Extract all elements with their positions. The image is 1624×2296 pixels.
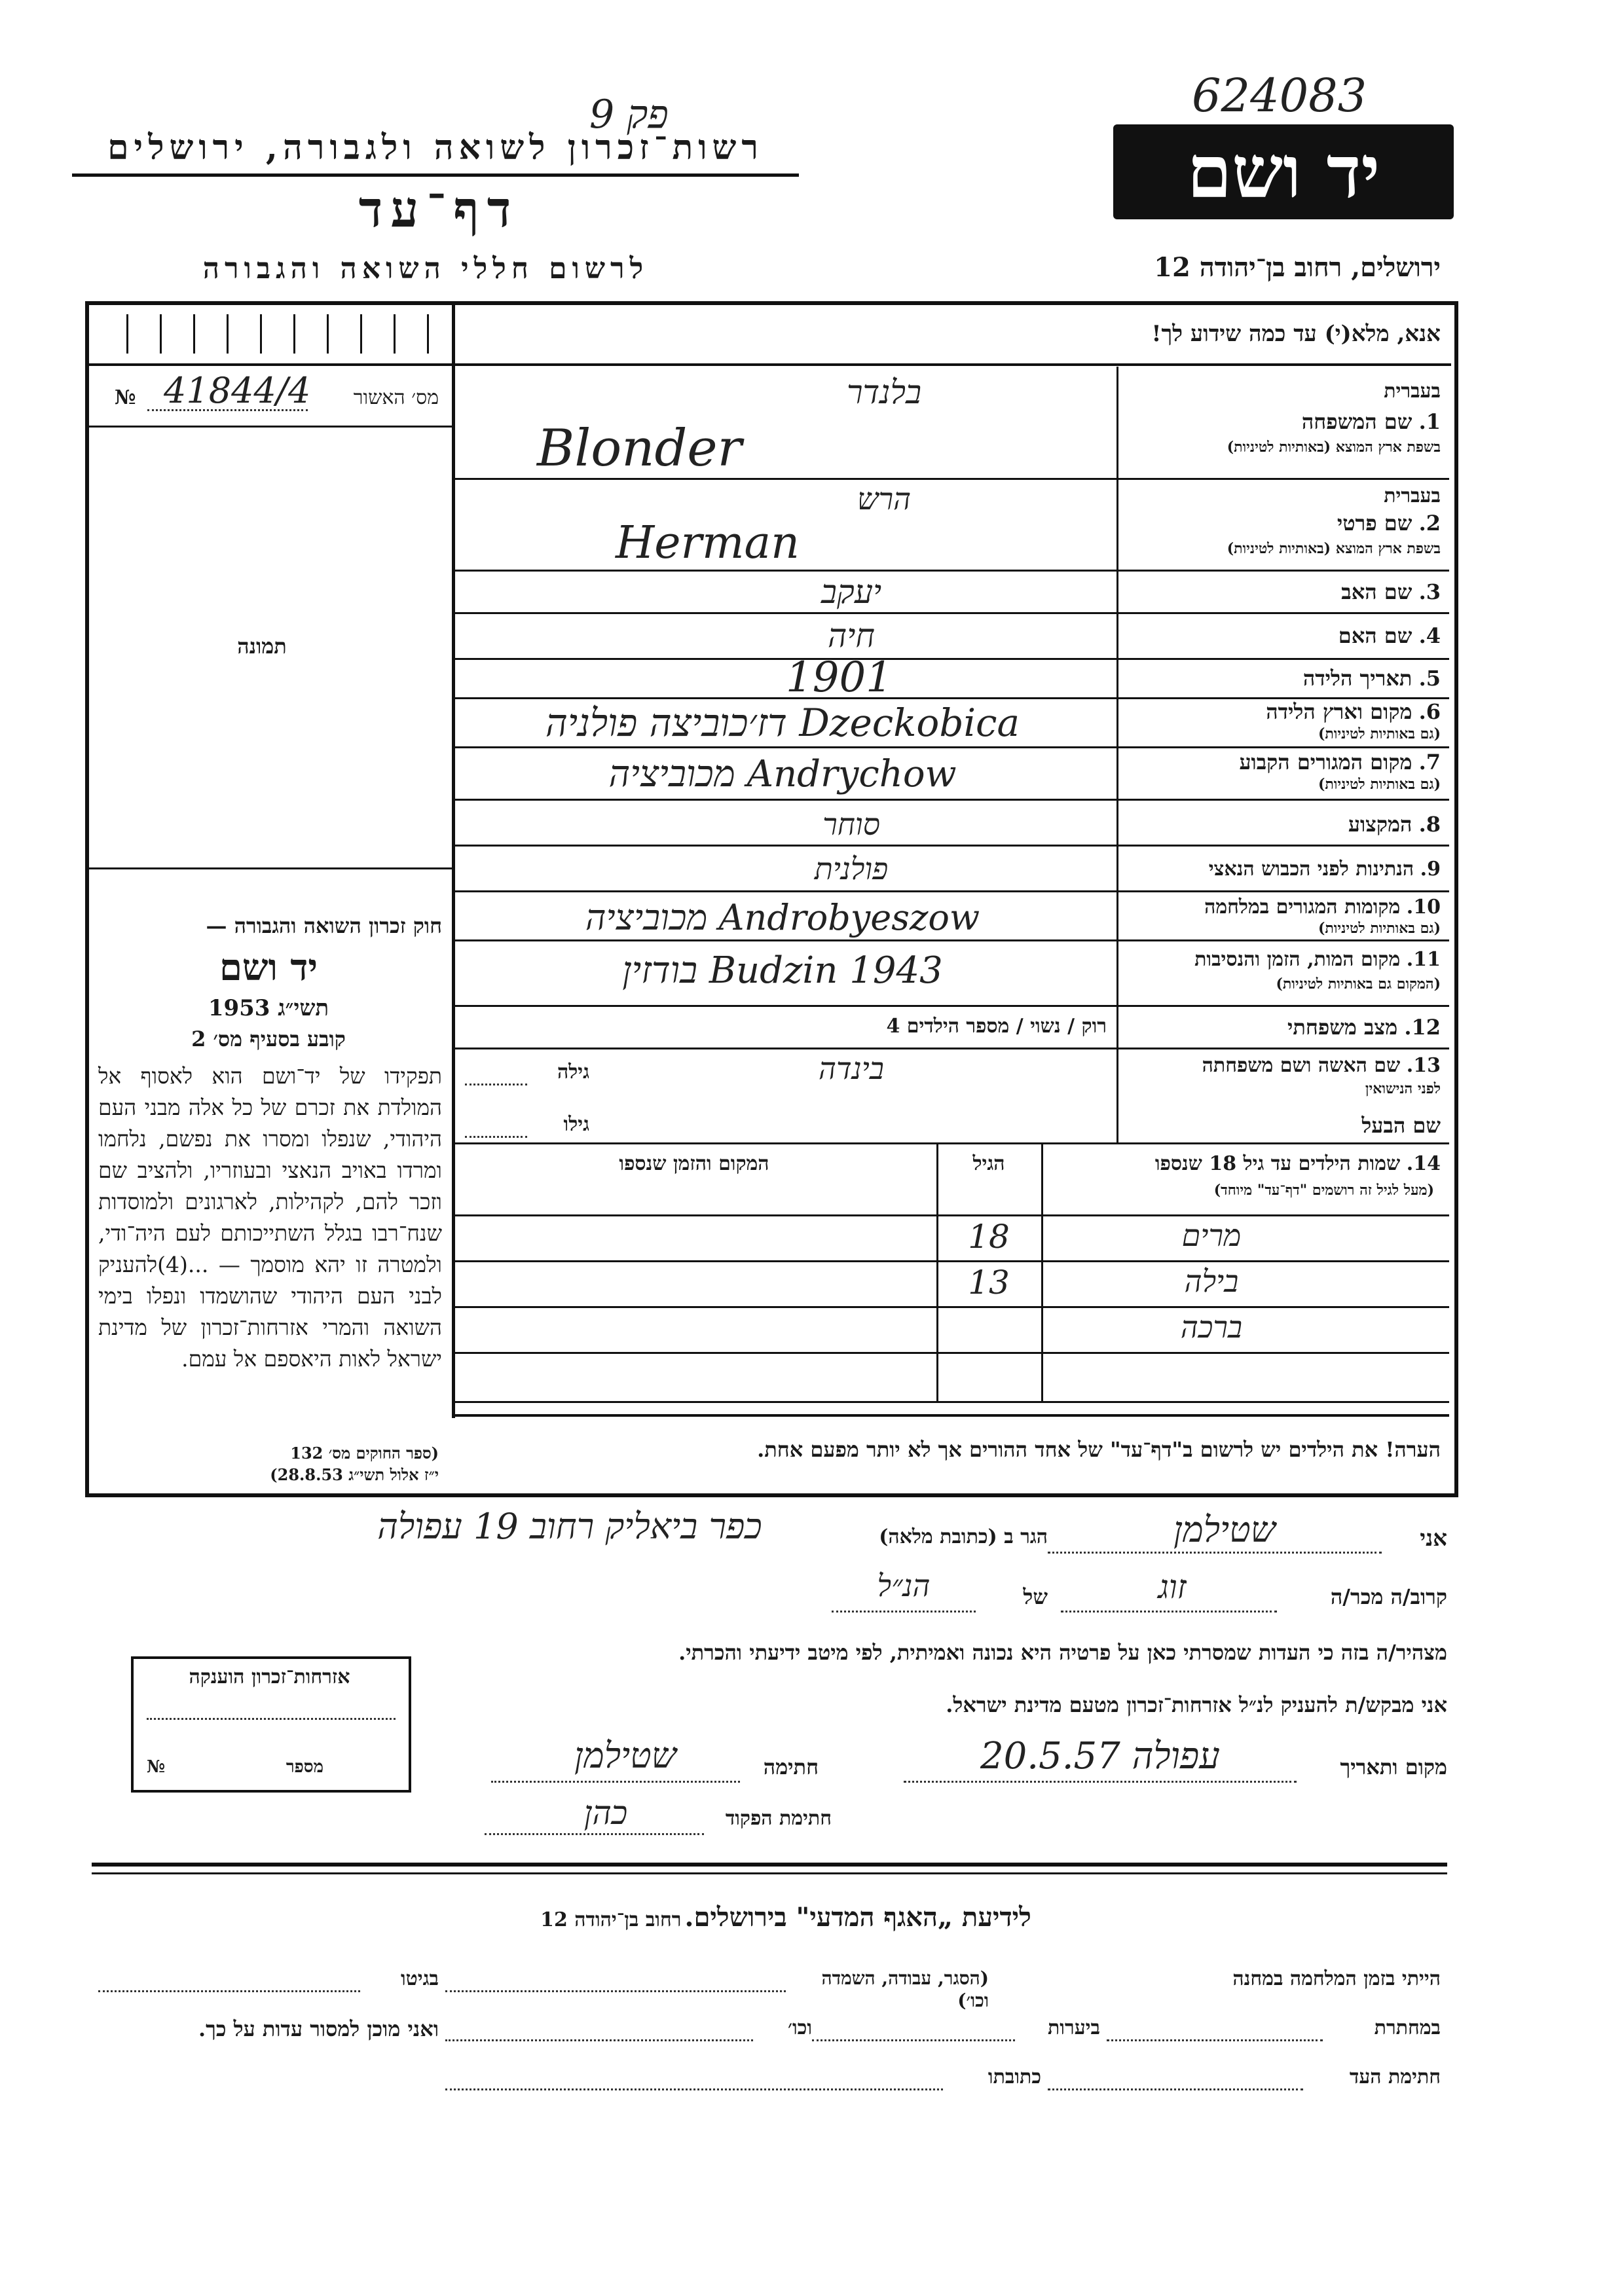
law-ref-2: י״ז אלול תשי״ג 28.8.53) bbox=[270, 1465, 439, 1484]
left-column-divider bbox=[452, 305, 455, 1418]
footer-line-1a: הייתי בזמן המלחמה במחנה bbox=[1232, 1967, 1441, 1990]
law-year: תשי״ג 1953 bbox=[208, 995, 329, 1021]
field-13-label: 13. שם האשה ושם משפחתה bbox=[1202, 1054, 1441, 1077]
field-10-value: Androbyeszow מכוביציה bbox=[585, 897, 980, 938]
decl-relation: זוג bbox=[1158, 1568, 1187, 1606]
footer-witness-address-dots bbox=[445, 2088, 943, 2090]
field-1-label: 1. שם המשפחה bbox=[1301, 409, 1441, 434]
husband-age-label: גילו bbox=[563, 1113, 589, 1136]
child-2-name: בילה bbox=[1184, 1264, 1239, 1299]
row-rule-2 bbox=[454, 570, 1449, 572]
footer-underground-dots bbox=[1107, 2039, 1323, 2041]
field-1-lang: בעברית bbox=[1384, 380, 1441, 403]
children-row-rule-1 bbox=[454, 1260, 1449, 1262]
law-title: חוק זכרון השואה והגבורה — bbox=[206, 913, 442, 938]
handwritten-archive-number: 624083 bbox=[1192, 69, 1367, 122]
field-10-label: 10. מקומות המגורים במלחמה bbox=[1204, 896, 1441, 919]
footer-ghetto-dots bbox=[98, 1990, 360, 1992]
authority-name: רשות־זכרון לשואה ולגבורה, ירושלים bbox=[107, 128, 764, 168]
field-2-value-latin: Herman bbox=[616, 517, 800, 569]
field-1-sub: בשפת ארץ המוצא (באותיות לטיניות) bbox=[1227, 439, 1441, 456]
field-7-sub: (גם באותיות לטיניות) bbox=[1318, 776, 1441, 793]
header-rule bbox=[72, 173, 799, 177]
decl-official-dots bbox=[485, 1833, 704, 1835]
approval-label: מס׳ האשור bbox=[353, 386, 439, 409]
field-2-lang: בעברית bbox=[1384, 484, 1441, 507]
field-11-sub: (המקום גם באותיות לטיניות) bbox=[1276, 975, 1441, 993]
field-1-value-latin: Blonder bbox=[537, 419, 742, 478]
header-address: ירושלים, רחוב בן־יהודה 12 bbox=[1154, 252, 1441, 283]
field-8-label: 8. המקצוע bbox=[1348, 812, 1441, 837]
field-9-value: פולנית bbox=[814, 851, 889, 886]
footer-line-1c: בגיטו bbox=[400, 1967, 439, 1990]
decl-official: כהן bbox=[583, 1794, 628, 1832]
row-rule-13 bbox=[454, 1142, 1449, 1144]
children-row-rule-4 bbox=[454, 1401, 1449, 1403]
footer-line-1b: (הסגר, עבודה, השמדה וכו׳) bbox=[821, 1967, 989, 2011]
decl-signature-label: חתימה bbox=[763, 1755, 819, 1779]
footer-forests-dots bbox=[812, 2039, 1015, 2041]
citizenship-box bbox=[131, 1656, 411, 1793]
field-12-value: רוק / נשוי / מספר הילדים 4 bbox=[886, 1015, 1107, 1038]
field-2-sub: בשפת ארץ המוצא (באותיות לטיניות) bbox=[1227, 540, 1441, 557]
field-6-value: Dzeckobica דז׳כוביצה פולניה bbox=[545, 701, 1020, 745]
child-1-name: מרים bbox=[1181, 1218, 1242, 1253]
field-7-label: 7. מקום המגורים הקבוע bbox=[1239, 750, 1441, 774]
decl-of: של bbox=[1023, 1584, 1048, 1609]
husband-age-dots bbox=[465, 1136, 527, 1138]
citizenship-title: אזרחות־זכרון הוענקה bbox=[189, 1666, 350, 1688]
row-rule-4 bbox=[454, 658, 1449, 660]
decl-place-date-label: מקום ותאריך bbox=[1340, 1755, 1447, 1779]
form-subtitle: לרשום חללי השואה והגבורה bbox=[202, 252, 649, 285]
decl-name-dots bbox=[1048, 1552, 1382, 1554]
row-rule-7 bbox=[454, 799, 1449, 801]
instructions-rule bbox=[89, 363, 1451, 366]
law-ref-1: (ספר החוקים מס׳ 132 bbox=[290, 1444, 439, 1463]
wife-age-dots bbox=[465, 1084, 527, 1085]
field-6-sub: (גם באותיות לטיניות) bbox=[1318, 725, 1441, 742]
footer-line-3b: כתובתו bbox=[987, 2066, 1041, 2088]
field-5-value: 1901 bbox=[786, 653, 893, 702]
children-header-rule bbox=[454, 1214, 1449, 1216]
footer-title: לידיעת „האגף המדעי" בירושלים. רחוב בן־יהודה 12 bbox=[540, 1902, 1031, 1933]
children-row-rule-2 bbox=[454, 1306, 1449, 1308]
field-9-label: 9. הנתינות לפני הכבוש הנאצי bbox=[1208, 858, 1441, 881]
footer-etc-dots bbox=[445, 2039, 753, 2041]
decl-relation-dots bbox=[1061, 1611, 1277, 1613]
decl-i: אני bbox=[1420, 1525, 1447, 1552]
note-text: הערה! את הילדים יש לרשום ב"דף־עד" של אחד ההורים אך לא יותר מפעם אחת. bbox=[757, 1437, 1441, 1462]
field-10-sub: (גם באותיות לטיניות) bbox=[1318, 920, 1441, 937]
child-1-age: 18 bbox=[968, 1218, 1010, 1256]
approval-dotted-line bbox=[147, 409, 308, 411]
field-2-label: 2. שם פרטי bbox=[1337, 511, 1441, 536]
tick-boxes bbox=[95, 314, 442, 354]
field-13-age-label: גילה bbox=[557, 1061, 589, 1084]
field-4-label: 4. שם האם bbox=[1338, 623, 1441, 648]
note-rule bbox=[454, 1414, 1449, 1417]
row-rule-6 bbox=[454, 746, 1449, 748]
children-col-age: הגיל bbox=[972, 1152, 1005, 1175]
decl-relation-of: הנ״ל bbox=[877, 1568, 931, 1603]
row-rule-3 bbox=[454, 612, 1449, 614]
handwritten-file-ref: פק 9 bbox=[589, 92, 669, 137]
field-3-value: יעקב bbox=[821, 573, 882, 611]
field-13-sub: לפני הנישואין bbox=[1365, 1080, 1441, 1097]
field-11-value: Budzin 1943 בודזין bbox=[622, 949, 943, 992]
footer-line-2a: במחתרת bbox=[1374, 2016, 1441, 2039]
children-col-divider-1 bbox=[1041, 1142, 1043, 1401]
field-13-value: בינדה bbox=[819, 1051, 884, 1086]
field-7-value: Andrychow מכוביציה bbox=[608, 753, 957, 795]
decl-affirm: מצהיר/ה בזה כי העדות שמסרתי כאן על פרטיה היא נכונה ואמיתית, לפי מיטב ידיעתי והכרתי. bbox=[678, 1640, 1447, 1665]
child-3-name: ברכה bbox=[1180, 1309, 1243, 1345]
row-rule-9 bbox=[454, 890, 1449, 892]
approval-rule bbox=[89, 426, 452, 428]
law-org: יד ושם bbox=[219, 946, 318, 989]
row-rule-12 bbox=[454, 1048, 1449, 1049]
field-4-value: חיה bbox=[828, 617, 875, 655]
footer-line-2d: ואני מוכן למסור עדות על כך. bbox=[198, 2016, 439, 2041]
approval-number-prefix: № bbox=[115, 386, 136, 409]
approval-number: 41844/4 bbox=[164, 370, 311, 411]
decl-request: אני מבקש/ת להעניק לנ״ל אזרחות־זכרון מטעם מדינת ישראל. bbox=[946, 1692, 1447, 1717]
child-2-age: 13 bbox=[968, 1264, 1010, 1302]
label-column-divider bbox=[1116, 367, 1118, 1142]
husband-label: שם הבעל bbox=[1361, 1113, 1441, 1138]
row-rule-10 bbox=[454, 939, 1449, 941]
footer-rule-2 bbox=[92, 1872, 1447, 1874]
decl-name: שטילמן bbox=[1173, 1509, 1276, 1550]
field-8-value: סוחר bbox=[822, 807, 880, 842]
footer-witness-sign-dots bbox=[1048, 2088, 1303, 2090]
row-rule-8 bbox=[454, 845, 1449, 847]
form-title: דף־עד bbox=[358, 180, 519, 238]
law-section: קובע בסעיף מס׳ 2 bbox=[191, 1027, 346, 1051]
field-12-label: 12. מצב משפחתי bbox=[1287, 1015, 1441, 1040]
decl-residing: הגר ב (כתובת מלאה) bbox=[879, 1525, 1048, 1548]
decl-relative: קרוב/ה מכר/ה bbox=[1330, 1584, 1447, 1609]
children-header: 14. שמות הילדים עד גיל 18 שנספו bbox=[1154, 1152, 1441, 1175]
law-text: תפקידו של יד־ושם הוא לאסוף אל המולדת את זכרם של כל אלה מבני העם היהודי, שנפלו ומסרו את נפשם, נלחמו ומרדו באויב הנאצי ובעוזריו, ולהציב שם וזכר להם, לקהילות, לארגונים ולמוסדות שנח־רבו בגלל השתייכותם לעם היה־ודי, ולמטרה זו יהא מוסמך — ...(4)להעניק לבני העם היהודי שהושמדו ונפלו בימי השואה והמרי אזרחות־זכרון של מדינת ישראל לאות היאספם אל עמם. bbox=[98, 1063, 442, 1372]
field-11-label: 11. מקום המות, הזמן והנסיבות bbox=[1194, 948, 1441, 971]
field-1-value-hebrew: בלנדר bbox=[846, 373, 922, 411]
field-3-label: 3. שם האב bbox=[1341, 579, 1441, 604]
row-rule-11 bbox=[454, 1005, 1449, 1007]
instructions: אנא, מלא(י) עד כמה שידוע לך! bbox=[1151, 321, 1441, 347]
children-col-divider-2 bbox=[936, 1142, 938, 1401]
citizenship-dots-1 bbox=[147, 1718, 396, 1720]
decl-place-date-dots bbox=[904, 1781, 1297, 1783]
decl-signature: שטילמן bbox=[574, 1735, 677, 1776]
footer-rule-1 bbox=[92, 1863, 1447, 1867]
field-2-value-hebrew: הרש bbox=[857, 481, 912, 517]
footer-line-2c: וכו׳ bbox=[788, 2016, 812, 2039]
children-row-rule-3 bbox=[454, 1352, 1449, 1354]
row-rule-1 bbox=[454, 478, 1449, 480]
decl-official-label: חתימת הפקוד bbox=[725, 1807, 832, 1830]
field-5-label: 5. תאריך הלידה bbox=[1302, 666, 1441, 691]
citizenship-number-label: מספר bbox=[286, 1757, 323, 1777]
decl-place-date: עפולה 20.5.57 bbox=[980, 1735, 1220, 1777]
footer-line-2b: ביערות bbox=[1047, 2016, 1100, 2039]
photo-bottom-rule bbox=[89, 867, 452, 869]
decl-relation-of-dots bbox=[832, 1611, 976, 1613]
children-col-place: המקום והזמן שנספו bbox=[619, 1152, 769, 1175]
children-sub: (מעל לגיל זה רושמים "דף־עד" מיוחד) bbox=[1213, 1182, 1434, 1199]
decl-address: כפר ביאליק רחוב 19 עפולה bbox=[377, 1506, 762, 1547]
citizenship-number-prefix: № bbox=[147, 1757, 166, 1777]
footer-line-3a: חתימת העד bbox=[1349, 2066, 1441, 2088]
decl-signature-dots bbox=[491, 1781, 740, 1783]
photo-label: תמונה bbox=[237, 634, 287, 659]
field-6-label: 6. מקום וארץ הלידה bbox=[1266, 699, 1441, 724]
footer-line-1-dots bbox=[445, 1990, 786, 1992]
yad-vashem-logo: יד ושם bbox=[1113, 124, 1454, 219]
